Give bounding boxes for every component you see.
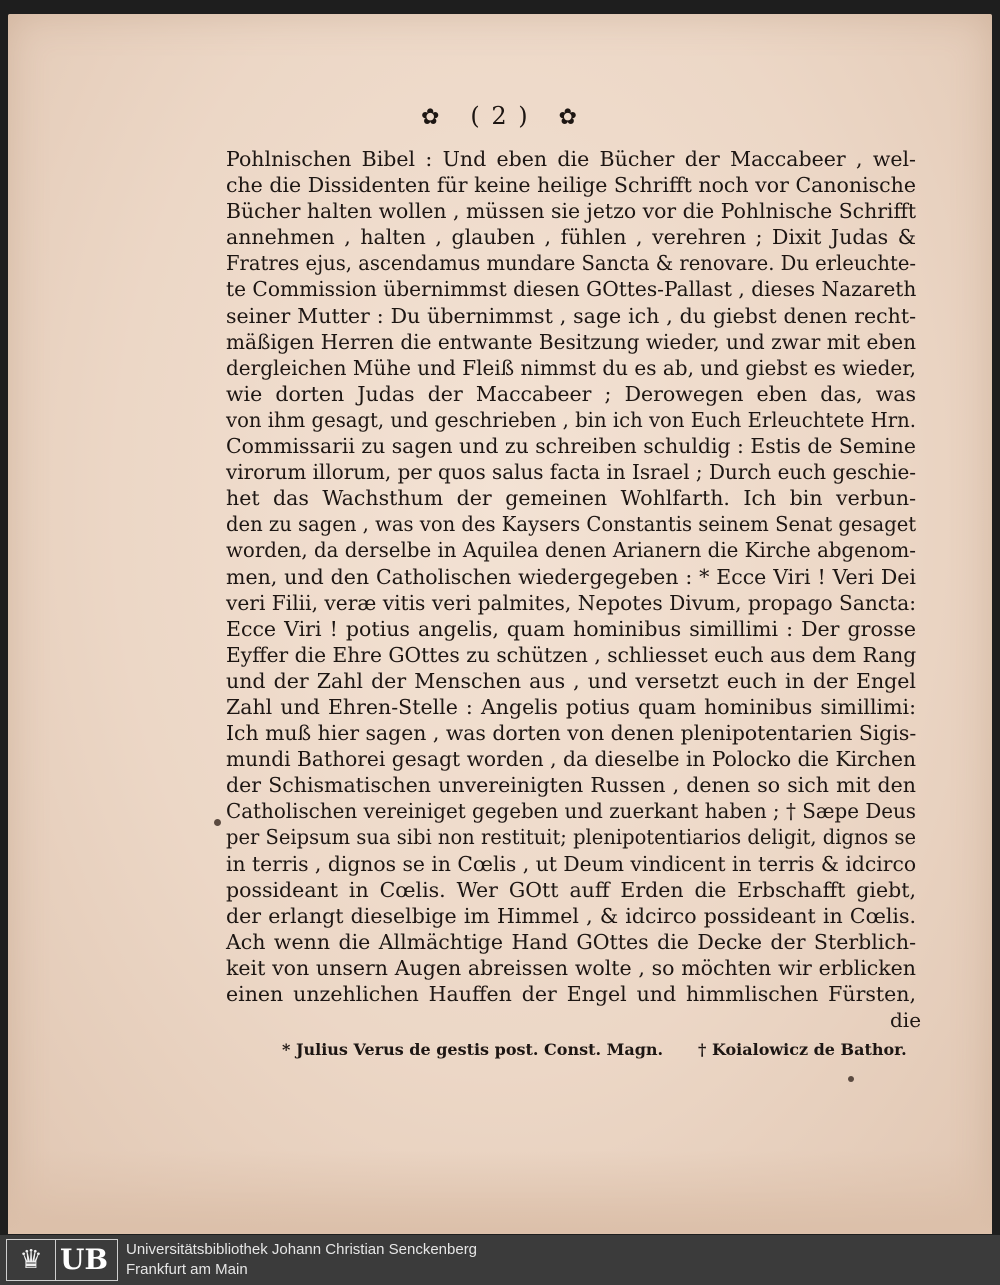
footnote: * Julius Verus de gestis post. Const. Magn. <box>282 1040 664 1059</box>
text-line: virorum illorum, per quos salus facta in Israel ; Durch euch geschie- <box>226 460 916 485</box>
text-line: per Seipsum sua sibi non restituit; plenipotentiarios deligit, dignos se <box>226 825 916 850</box>
text-line: seiner Mutter : Du übernimmst , sage ich , du giebst denen recht- <box>226 303 916 328</box>
institution-line1: Universitätsbibliothek Johann Christian Senckenberg <box>126 1241 478 1258</box>
text-line: Bücher halten wollen , müssen sie jetzo vor die Pohlnische Schrifft <box>226 199 917 224</box>
text-line: der erlangt dieselbige im Himmel , & idcirco possideant in Cœlis. <box>226 903 916 928</box>
text-line: Catholischen vereiniget gegeben und zuerkant haben ; † Sæpe Deus <box>226 799 916 824</box>
ornament-right-icon: ✿ <box>558 105 579 130</box>
text-line: Ecce Viri ! potius angelis, quam hominibus simillimi : Der grosse <box>226 616 916 641</box>
ornament-left-icon: ✿ <box>421 105 442 130</box>
text-line: einen unzehlichen Hauffen der Engel und himmlischen Fürsten, <box>226 982 916 1006</box>
text-line: Eyffer die Ehre GOttes zu schützen , schliesset euch aus dem Rang <box>226 642 917 667</box>
crest-icon: ♛ <box>19 1245 43 1275</box>
institution-name[interactable] <box>126 1240 477 1280</box>
text-line: Pohlnischen Bibel : Und eben die Bücher der Maccabeer , wel- <box>226 147 916 171</box>
text-line: men, und den Catholischen wiedergegeben : * Ecce Viri ! Veri Dei <box>226 564 916 589</box>
ink-spot <box>848 1076 854 1082</box>
catchword: die <box>890 1008 922 1032</box>
text-line: mäßigen Herren die entwante Besitzung wieder, und zwar mit eben <box>226 329 916 354</box>
text-line: Commissarii zu sagen und zu schreiben schuldig : Estis de Semine <box>226 434 916 459</box>
text-line: den zu sagen , was von des Kaysers Constantis seinem Senat gesaget <box>226 512 917 537</box>
footnote: † Koialowicz de Bathor. <box>698 1040 907 1059</box>
text-line: in terris , dignos se in Cœlis , ut Deum vindicent in terris & idcirco <box>226 851 917 876</box>
text-line: te Commission übernimmst diesen GOttes-Pallast , dieses Nazareth <box>226 277 917 302</box>
text-line: wie dorten Judas der Maccabeer ; Derowegen eben das, was <box>226 381 916 406</box>
library-footer <box>0 1235 1000 1285</box>
logo-text: UB <box>55 1240 112 1280</box>
text-line: veri Filii, veræ vitis veri palmites, Nepotes Divum, propago Sancta: <box>226 590 916 615</box>
text-line: Ach wenn die Allmächtige Hand GOttes die Decke der Sterblich- <box>226 929 916 954</box>
body-text <box>226 146 916 1007</box>
text-line: Fratres ejus, ascendamus mundare Sancta & renovare. Du erleuchte- <box>226 251 916 276</box>
text-line: annehmen , halten , glauben , fühlen , verehren ; Dixit Judas & <box>226 225 916 250</box>
ink-spot <box>214 819 221 826</box>
text-line: che die Dissidenten für keine heilige Schrifft noch vor Canonische <box>226 173 916 198</box>
text-line: keit von unsern Augen abreissen wolte , so möchten wir erblicken <box>226 955 916 980</box>
text-line: und der Zahl der Menschen aus , und versetzt euch in der Engel <box>226 668 916 693</box>
text-line: worden, da derselbe in Aquilea denen Arianern die Kirche abgenom- <box>226 538 916 563</box>
text-line: von ihm gesagt, und geschrieben , bin ich von Euch Erleuchtete Hrn. <box>226 407 916 432</box>
page-header <box>0 102 1000 130</box>
text-line: Ich muß hier sagen , was dorten von denen plenipotentarien Sigis- <box>226 721 917 746</box>
page-number: ( 2 ) <box>470 102 530 130</box>
text-line: der Schismatischen unvereinigten Russen , denen so sich mit den <box>226 773 916 798</box>
institution-line2: Frankfurt am Main <box>126 1261 248 1278</box>
text-line: het das Wachsthum der gemeinen Wohlfarth. Ich bin verbun- <box>226 486 916 511</box>
text-line: dergleichen Mühe und Fleiß nimmst du es ab, und giebst es wieder, <box>226 355 916 380</box>
text-line: possideant in Cœlis. Wer GOtt auff Erden die Erbschafft giebt, <box>226 877 916 902</box>
text-line: mundi Bathorei gesagt worden , da dieselbe in Polocko die Kirchen <box>226 747 916 772</box>
text-line: Zahl und Ehren-Stelle : Angelis potius quam hominibus simillimi: <box>226 694 916 719</box>
ub-logo[interactable] <box>6 1239 118 1281</box>
